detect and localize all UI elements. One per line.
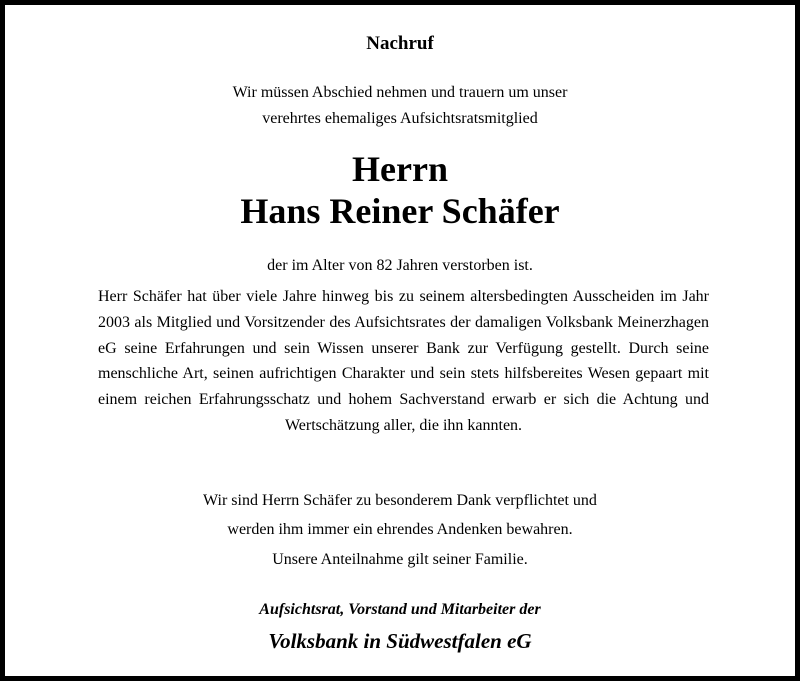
- intro-line-2: verehrtes ehemaliges Aufsichtsratsmitglied: [262, 110, 538, 127]
- closing-line-1: Wir sind Herrn Schäfer zu besonderem Dank verpflichtet und: [203, 492, 597, 509]
- notice-title: Nachruf: [366, 33, 434, 54]
- salutation: Herrn: [352, 149, 448, 189]
- closing-line-2: werden ihm immer ein ehrendes Andenken bewahren.: [227, 521, 573, 538]
- tribute-paragraph: Herr Schäfer hat über viele Jahre hinweg bis zu seinem altersbedingten Ausscheiden im Jahr 2003 als Mitglied und Vorsitzender des Aufsichtsrates der damaligen Volksbank Meinerzhagen eG seine Erfahrungen und sein Wissen unserer Bank zur Verfügung gestellt. Durch seine menschliche Art, seinen aufrichtigen Charakter und sein stets hilfsbereites Wesen gepaart mit einem reichen Erfahrungsschatz und hohem Sachverstand erwarb er sich die Achtung und Wertschätzung aller, die ihn kannten.: [98, 288, 709, 434]
- closing-line-3: Unsere Anteilnahme gilt seiner Familie.: [272, 551, 528, 568]
- intro-line-1: Wir müssen Abschied nehmen und trauern um unser: [232, 84, 568, 101]
- deceased-name: Hans Reiner Schäfer: [240, 191, 560, 231]
- signature-organization: Volksbank in Südwestfalen eG: [268, 629, 532, 653]
- age-line: der im Alter von 82 Jahren verstorben ist.: [267, 257, 533, 274]
- signature-subtitle: Aufsichtsrat, Vorstand und Mitarbeiter der: [259, 601, 541, 618]
